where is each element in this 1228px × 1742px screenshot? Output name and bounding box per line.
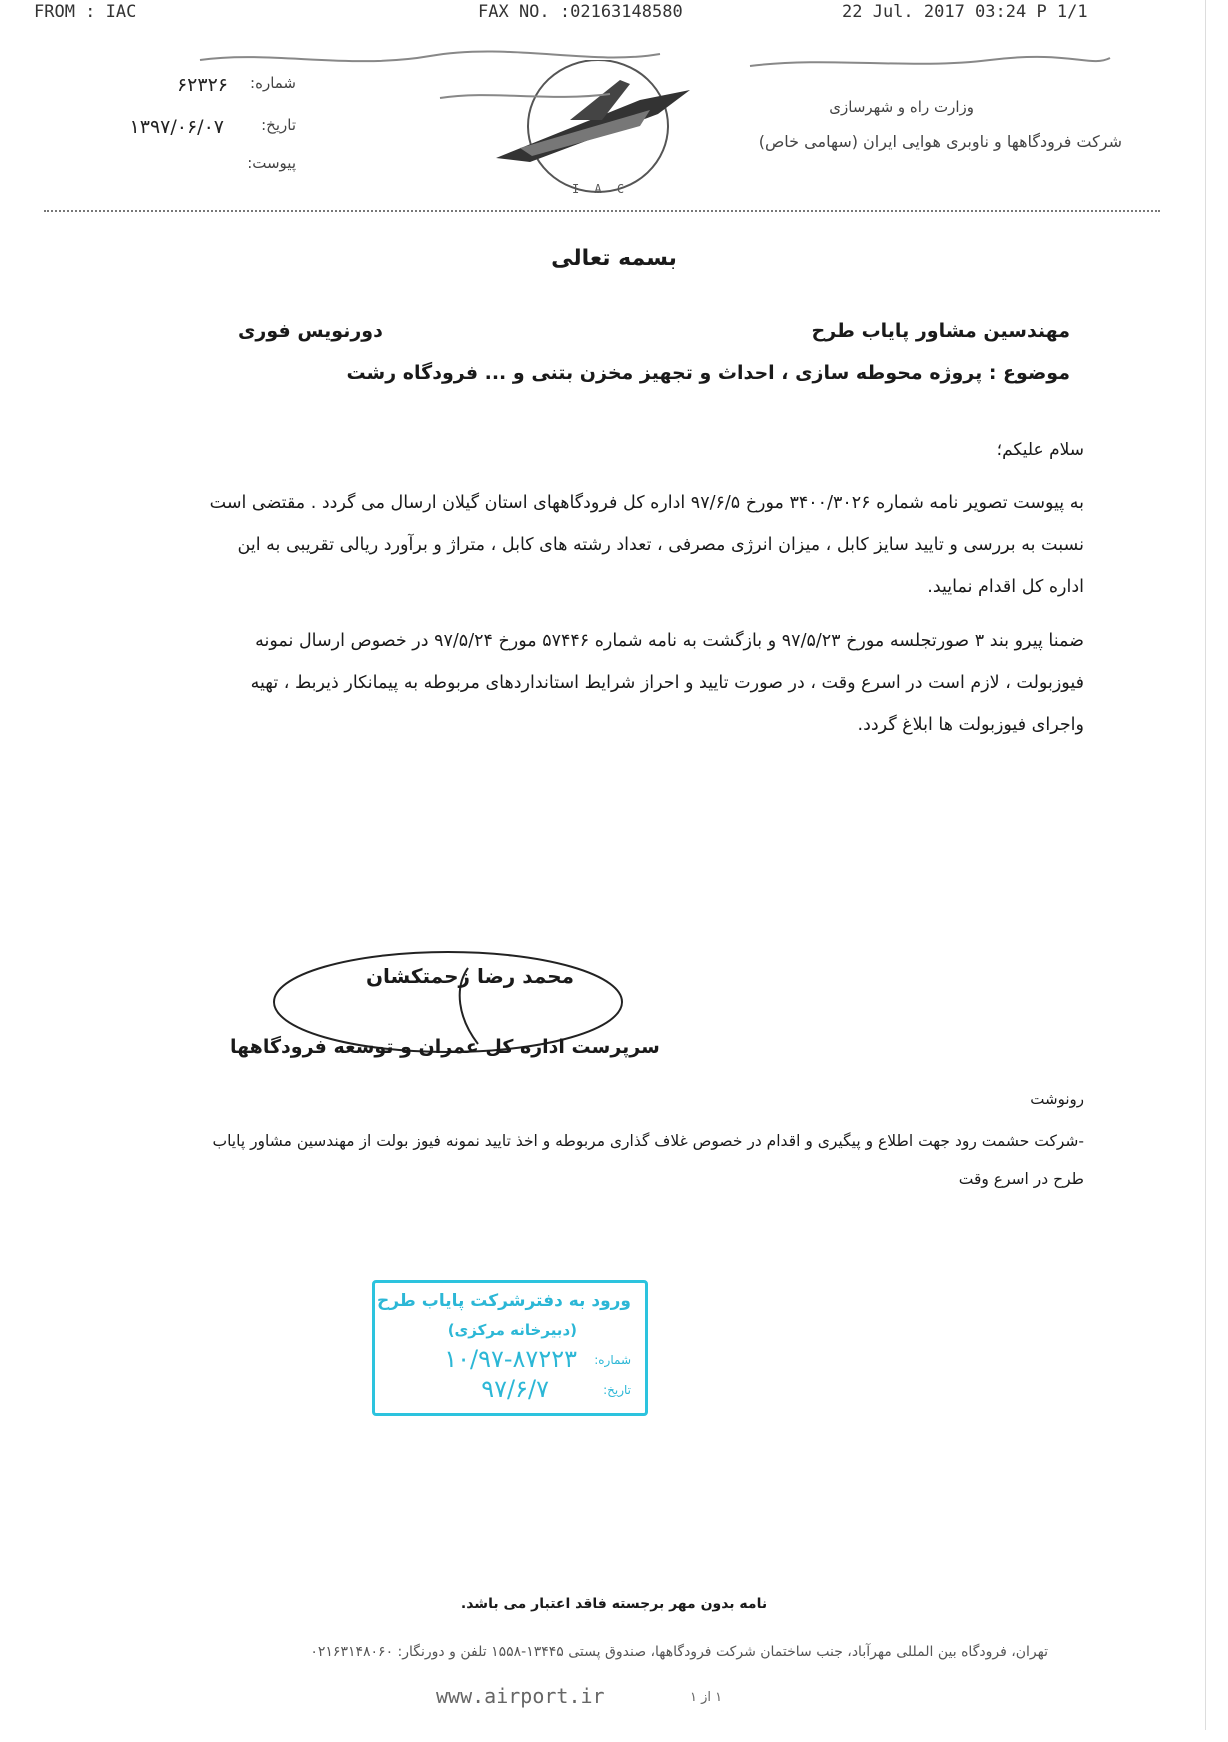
org-company: شرکت فرودگاهها و ناوبری هوایی ایران (سهامی خاص) [758,132,1122,151]
stamp-date-label: تاریخ: [603,1383,631,1397]
letter-date: ۱۳۹۷/۰۶/۰۷ [129,116,224,138]
letter-attachment-label: پیوست: [247,154,296,172]
cc-label: رونوشت [1030,1090,1084,1108]
stamp-line2: (دبیرخانه مرکزی) [447,1321,577,1339]
validity-note: نامه بدون مهر برجسته فاقد اعتبار می باشد. [460,1596,768,1612]
fax-header [0,0,1228,26]
letter-date-label: تاریخ: [261,116,296,134]
letterhead-scribble [190,40,1120,110]
letter-number: ۶۲۳۲۶ [176,74,228,96]
recipient: مهندسین مشاور پایاب طرح [811,320,1070,342]
header-divider [44,210,1160,212]
stamp-number-label: شماره: [594,1353,631,1367]
logo-letters: I A C [571,182,629,196]
stamp-line1: ورود به دفترشرکت پایاب طرح [376,1291,631,1311]
greeting: سلام علیکم؛ [996,440,1084,460]
body-paragraph-1: به پیوست تصویر نامه شماره ۳۴۰۰/۳۰۲۶ مورخ ۹۷/۶/۵ اداره کل فرودگاههای استان گیلان ارسال می گردد . مقتضی است نسبت به بررسی و تایید سایز کابل ، میزان انرژی مصرفی ، تعداد رشته های کابل ، متراژ و برآورد ریالی تقریبی به این اداره کل اقدام نمایید. [209,493,1084,597]
body-paragraph-2: ضمنا پیرو بند ۳ صورتجلسه مورخ ۹۷/۵/۲۳ و بازگشت به نامه شماره ۵۷۴۴۶ مورخ ۹۷/۵/۲۴ در خصوص ارسال نمونه فیوزبولت ، لازم است در اسرع وقت ، در صورت تایید و احراز شرایط استانداردهای مربوطه به پیمانکار ذیربط ، تهیه واجرای فیوزبولت ها ابلاغ گردد. [250,631,1084,735]
letterhead [0,40,1228,210]
urgent-fax-tag: دورنویس فوری [238,320,383,342]
signatory-title: سرپرست اداره کل عمران و توسعه فرودگاهها [230,1036,660,1058]
cc-text: -شرکت حشمت رود جهت اطلاع و پیگیری و اقدام در خصوص غلاف گذاری مربوطه و اخذ تایید نمونه فیوز بولت از مهندسین مشاور پایاب طرح در اسرع وقت [212,1132,1084,1188]
fax-from: FROM : IAC [34,2,137,22]
stamp-date: ۹۷/۶/۷ [481,1375,549,1403]
signatory-name: محمد رضا زحمتکشان [365,964,575,988]
stamp-number: ۱۰/۹۷-۸۷۲۲۳ [444,1345,577,1373]
fax-number: FAX NO. :02163148580 [478,2,683,22]
org-ministry: وزارت راه و شهرسازی [829,98,974,116]
footer-address: تهران، فرودگاه بین المللی مهرآباد، جنب ساختمان شرکت فرودگاهها، صندوق پستی ۱۳۴۴۵-۱۵۵۸ تلفن و دورنگار: ۰۲۱۶۳۱۴۸۰۶۰ [310,1644,1048,1660]
subject-line: موضوع : پروژه محوطه سازی ، احداث و تجهیز مخزن بتنی و ... فرودگاه رشت [346,362,1070,384]
fax-datetime: 22 Jul. 2017 03:24 P 1/1 [842,2,1088,22]
footer-website: www.airport.ir [436,1684,605,1708]
footer-page-number: ۱ از ۱ [690,1690,723,1705]
letter-number-label: شماره: [250,74,296,92]
basmala: بسمه تعالی [551,246,677,271]
received-stamp [372,1280,648,1416]
